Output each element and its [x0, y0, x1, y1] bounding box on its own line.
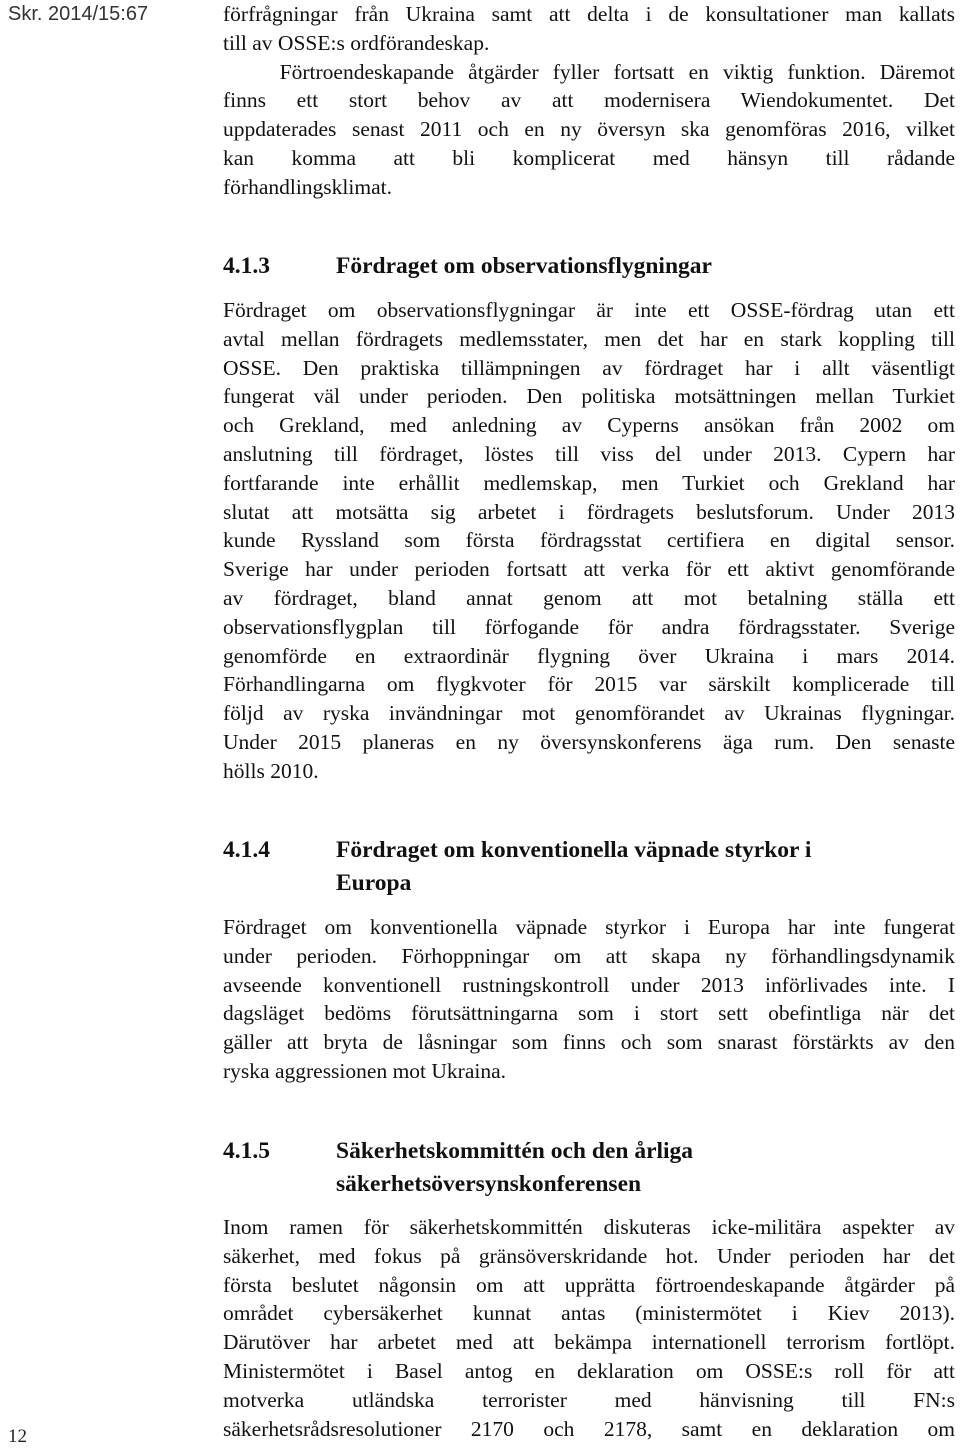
text-line: avseende konventionell rustningskontroll under 2013 införlivades inte. I [223, 972, 955, 997]
text-line: följd av ryska invändningar mot genomförandet av Ukrainas flygningar. [223, 701, 955, 726]
section-paragraph [223, 296, 955, 786]
text-line: avtal mellan fördragets medlemsstater, men det har en stark koppling till [223, 326, 955, 351]
text-line: säkerhetsrådsresolutioner 2170 och 2178, samt en deklaration om [223, 1416, 955, 1441]
intro-paragraph [223, 0, 955, 202]
text-line: genomförde en extraordinär flygning över Ukraina i mars 2014. [223, 643, 955, 668]
text-line: anslutning till fördraget, löstes till viss del under 2013. Cypern har [223, 441, 955, 466]
text-line: Därutöver har arbetet med att bekämpa internationell terrorism fortlöpt. [223, 1330, 955, 1355]
text-line: Ministermötet i Basel antog en deklaration om OSSE:s roll för att [223, 1358, 955, 1383]
text-line: OSSE. Den praktiska tillämpningen av fördraget har i allt väsentligt [223, 355, 955, 380]
text-line: Förtroendeskapande åtgärder fyller fortsatt en viktig funktion. Däremot [223, 59, 955, 84]
section-paragraph [223, 913, 955, 1086]
section-title: Fördraget om observationsflygningar [336, 253, 712, 279]
text-line: fungerat väl under perioden. Den politiska motsättningen mellan Turkiet [223, 384, 955, 409]
text-line: Sverige har under perioden fortsatt att verka för ett aktivt genomförande [223, 557, 955, 582]
text-line: av fördraget, bland annat genom att mot betalning ställa ett [223, 585, 955, 610]
text-line: slutat att motsätta sig arbetet i fördragets beslutsforum. Under 2013 [223, 499, 955, 524]
section-paragraph [223, 1213, 955, 1443]
text-line: kunde Ryssland som första fördragsstat certifiera en digital sensor. [223, 528, 955, 553]
text-line: dagsläget bedöms förutsättningarna som i stort sett obefintliga när det [223, 1001, 955, 1026]
text-line: Förhandlingarna om flygkvoter för 2015 var särskilt komplicerade till [223, 672, 955, 697]
text-line: observationsflygplan till förfogande för andra fördragsstater. Sverige [223, 614, 955, 639]
section-title: Säkerhetskommittén och den årliga säkerhetsöversynskonferensen [336, 1138, 694, 1197]
text-line: till av OSSE:s ordförandeskap. [223, 30, 490, 55]
text-line: under perioden. Förhoppningar om att skapa ny förhandlingsdynamik [223, 943, 955, 968]
text-line: finns ett stort behov av att modernisera Wiendokumentet. Det [223, 88, 955, 113]
text-line: uppdaterades senast 2011 och en ny översyn ska genomföras 2016, vilket [223, 117, 955, 142]
text-line: motverka utländska terrorister med hänvisning till FN:s [223, 1387, 955, 1412]
section-title: Fördraget om konventionella väpnade styrkor i Europa [336, 837, 812, 896]
text-line: gäller att bryta de låsningar som finns och som snarast förstärkts av den [223, 1030, 955, 1055]
section-heading [223, 1135, 955, 1201]
text-line: Under 2015 planeras en ny översynskonferens äga rum. Den senaste [223, 729, 955, 754]
text-line: säkerhet, med fokus på gränsöverskridande hot. Under perioden har det [223, 1243, 955, 1268]
text-line: kan komma att bli komplicerat med hänsyn till rådande [223, 145, 955, 170]
text-line: första beslutet någonsin om att upprätta förtroendeskapande åtgärder på [223, 1272, 955, 1297]
text-line: Inom ramen för säkerhetskommittén diskuteras icke-militära aspekter av [223, 1215, 955, 1239]
document-reference: Skr. 2014/15:67 [8, 3, 149, 25]
text-line: området cybersäkerhet kunnat antas (ministermötet i Kiev 2013). [223, 1301, 955, 1326]
text-line: Fördraget om observationsflygningar är inte ett OSSE-fördrag utan ett [223, 298, 955, 322]
text-line: och Grekland, med anledning av Cyperns ansökan från 2002 om [223, 413, 955, 438]
text-line: Fördraget om konventionella väpnade styrkor i Europa har inte fungerat [223, 915, 955, 939]
text-line: fortfarande inte erhållit medlemskap, men Turkiet och Grekland har [223, 470, 955, 495]
section-number: 4.1.4 [223, 837, 270, 863]
page-number: 12 [8, 1426, 27, 1447]
section-number: 4.1.5 [223, 1138, 270, 1164]
section-number: 4.1.3 [223, 253, 270, 279]
text-line: förfrågningar från Ukraina samt att delta i de konsultationer man kallats [223, 2, 955, 26]
text-line: förhandlingsklimat. [223, 174, 392, 199]
text-line: ryska aggressionen mot Ukraina. [223, 1058, 507, 1083]
section-heading [223, 250, 955, 283]
section-heading [223, 834, 955, 900]
text-line: hölls 2010. [223, 758, 319, 783]
